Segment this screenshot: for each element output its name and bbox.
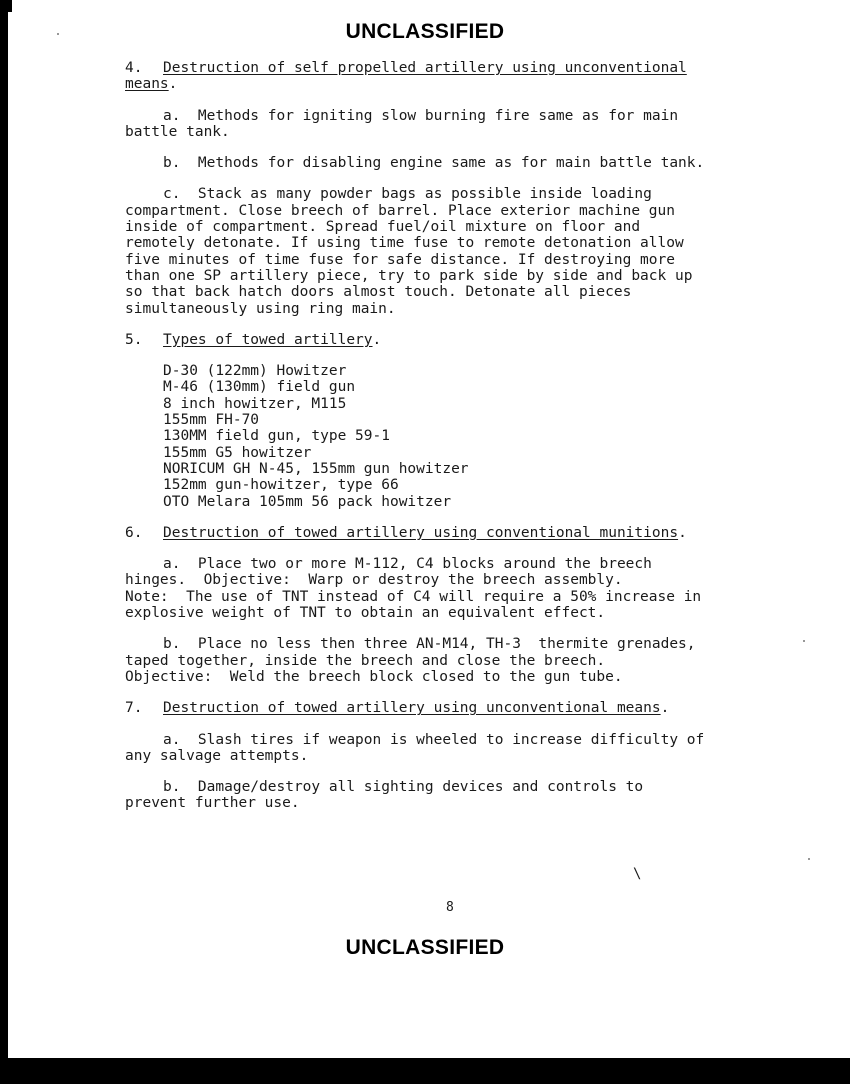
scan-bottom-border <box>0 1058 850 1084</box>
scan-left-border <box>0 0 8 1060</box>
section-title: Destruction of self propelled artillery using unconventional <box>163 60 687 76</box>
section-6-heading: 6. Destruction of towed artillery using conventional munitions. <box>125 524 687 541</box>
list-item: NORICUM GH N-45, 155mm gun howitzer <box>163 460 469 477</box>
classification-footer: UNCLASSIFIED <box>345 936 505 959</box>
document-body <box>125 60 785 827</box>
list-item: 130MM field gun, type 59-1 <box>163 428 390 445</box>
list-item: OTO Melara 105mm 56 pack howitzer <box>163 493 452 510</box>
page-number: 8 <box>446 900 454 915</box>
section-7b: b. Damage/destroy all sighting devices and controls to prevent further use. <box>125 779 644 812</box>
section-7-heading: 7. Destruction of towed artillery using unconventional means. <box>125 700 670 717</box>
list-item: M-46 (130mm) field gun <box>163 379 356 396</box>
section-4-heading: 4. Destruction of self propelled artillery using unconventional means. <box>125 60 687 93</box>
section-number: 6. <box>125 524 143 541</box>
section-title: Types of towed artillery <box>163 331 373 348</box>
section-4a: a. Methods for igniting slow burning fire same as for main battle tank. <box>125 107 679 140</box>
section-6a: a. Place two or more M-112, C4 blocks around the breech hinges. Objective: Warp or destroy the breech assembly. Note: The use of TNT instead of C4 will require a 50% increase in explosive weight of TNT to obtain an equivalent effect. <box>125 556 702 622</box>
scan-corner-mark <box>0 0 12 12</box>
stray-mark: \ <box>633 866 642 882</box>
section-4c: c. Stack as many powder bags as possible inside loading compartment. Close breech of barrel. Place exterior machine gun inside of compartment. Spread fuel/oil mixture on floor and remotely detonate. If using time fuse to remote detonation allow five minutes of time fuse for safe distance. If destroying more than one SP artillery piece, try to park side by side and back up so that back hatch doors almost touch. Detonate all pieces simultaneously using ring main. <box>125 186 693 317</box>
section-5-heading: 5. Types of towed artillery. <box>125 331 382 348</box>
scan-speck <box>808 858 810 860</box>
towed-artillery-list <box>125 363 785 510</box>
scan-speck <box>803 640 805 642</box>
section-4b: b. Methods for disabling engine same as for main battle tank. <box>163 155 705 172</box>
section-number: 4. <box>125 60 143 76</box>
section-number: 5. <box>125 331 143 348</box>
list-item: 8 inch howitzer, M115 <box>163 395 347 412</box>
section-title: Destruction of towed artillery using conventional munitions <box>163 524 679 541</box>
section-title: Destruction of towed artillery using unconventional means <box>163 700 661 717</box>
list-item: D-30 (122mm) Howitzer <box>163 363 347 380</box>
list-item: 155mm FH-70 <box>163 412 260 429</box>
section-number: 7. <box>125 700 143 717</box>
list-item: 155mm G5 howitzer <box>163 444 312 461</box>
section-6b: b. Place no less then three AN-M14, TH-3 thermite grenades, taped together, inside the breech and close the breech. Objective: Weld the breech block closed to the gun tube. <box>125 636 696 685</box>
section-title-continued: means <box>125 76 169 93</box>
classification-header: UNCLASSIFIED <box>345 20 505 43</box>
section-7a: a. Slash tires if weapon is wheeled to increase difficulty of any salvage attempts. <box>125 731 705 764</box>
list-item: 152mm gun-howitzer, type 66 <box>163 477 399 494</box>
